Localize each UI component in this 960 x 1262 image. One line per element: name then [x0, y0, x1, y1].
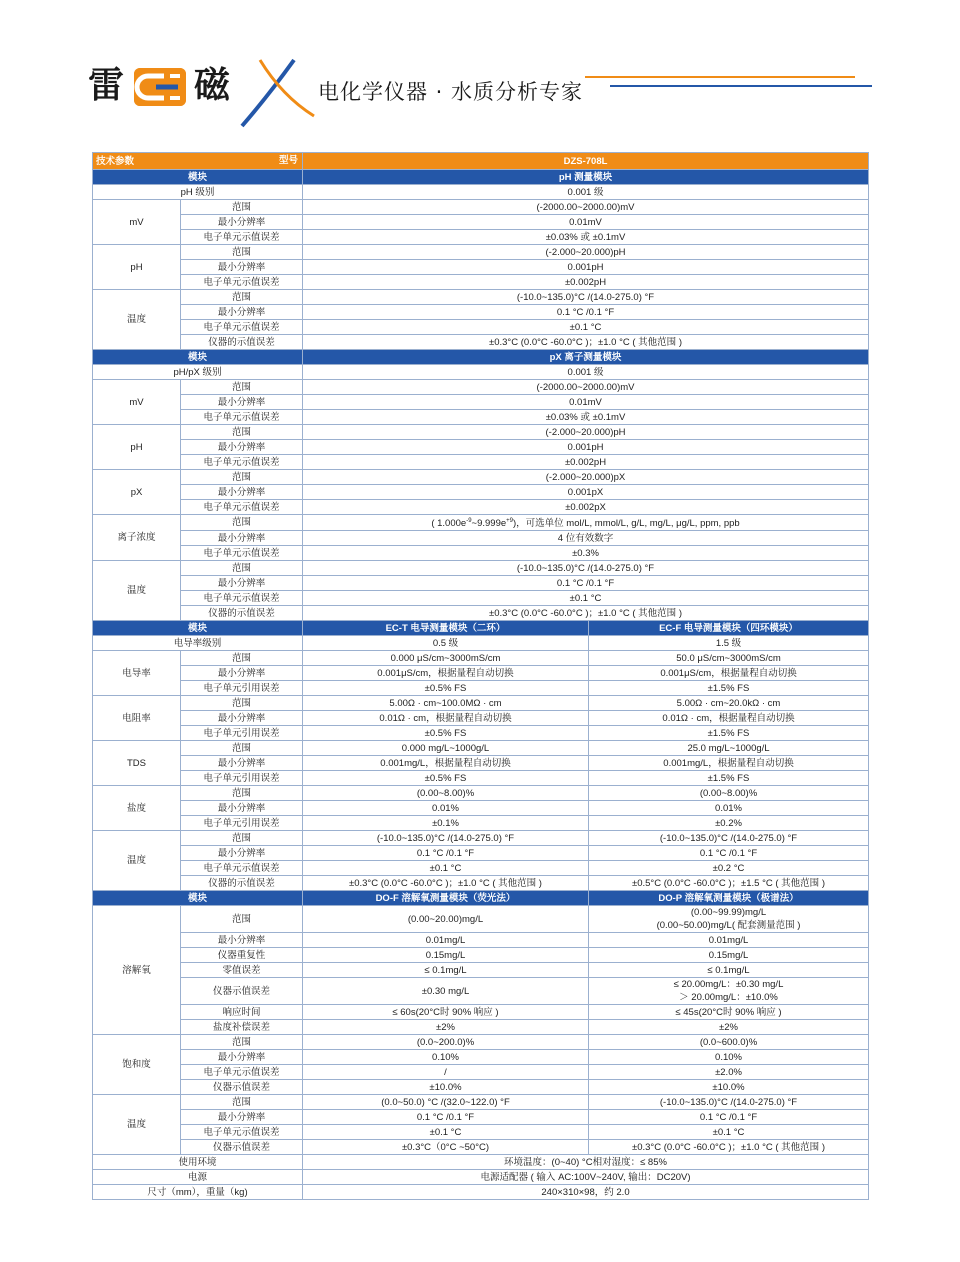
param-value: (-2000.00~2000.00)mV: [303, 380, 869, 395]
sub-label: 最小分辨率: [181, 1050, 303, 1065]
sub-label: 电子单元示值误差: [181, 591, 303, 606]
param-value: ±0.03% 或 ±0.1mV: [303, 410, 869, 425]
sub-label: 最小分辨率: [181, 485, 303, 500]
ion-range-sup: +9: [506, 518, 513, 524]
ion-range-part: )，可选单位 mol/L, mmol/L, g/L, mg/L, μg/L, ppm, ppb: [513, 518, 740, 530]
group-label: 饱和度: [93, 1035, 181, 1095]
sub-label: 范围: [181, 831, 303, 846]
sub-label: 范围: [181, 1095, 303, 1110]
param-value: ±0.002pH: [303, 275, 869, 290]
ion-range-value: [303, 515, 869, 531]
param-value: ±0.03% 或 ±0.1mV: [303, 230, 869, 245]
sub-label: 电子单元示值误差: [181, 455, 303, 470]
group-label: mV: [93, 380, 181, 425]
param-value: ≤ 0.1mg/L: [303, 963, 589, 978]
brand-char-left: 雷: [88, 65, 125, 106]
param-value: 5.00Ω · cm~20.0kΩ · cm: [589, 696, 869, 711]
param-value: ±0.1 °C: [303, 591, 869, 606]
sub-label: 仪器的示值误差: [181, 606, 303, 621]
group-label: pH: [93, 425, 181, 470]
group-label: 电阻率: [93, 696, 181, 741]
param-value: 0.1 °C /0.1 °F: [303, 576, 869, 591]
param-value: 4 位有效数字: [303, 531, 869, 546]
param-value: 5.00Ω · cm~100.0MΩ · cm: [303, 696, 589, 711]
param-value: 0.01%: [589, 801, 869, 816]
param-value: ≤ 0.1mg/L: [589, 963, 869, 978]
sub-label: 范围: [181, 1035, 303, 1050]
param-value: /: [303, 1065, 589, 1080]
param-value: ±0.5°C (0.0°C -60.0°C )；±1.5 °C ( 其他范围 ): [589, 876, 869, 891]
param-value: 0.001pH: [303, 260, 869, 275]
param-value: (-10.0~135.0)°C /(14.0-275.0) °F: [303, 831, 589, 846]
param-value: 0.001 级: [303, 185, 869, 200]
sub-label: 范围: [181, 651, 303, 666]
sub-label: 范围: [181, 561, 303, 576]
param-value: (-2.000~20.000)pH: [303, 425, 869, 440]
sub-label: 响应时间: [181, 1005, 303, 1020]
sub-label: 最小分辨率: [181, 801, 303, 816]
param-value: ±1.5% FS: [589, 681, 869, 696]
ph-module-title: pH 测量模块: [303, 170, 869, 185]
param-value: ±0.3°C (0.0°C -60.0°C )；±1.0 °C ( 其他范围 ): [303, 606, 869, 621]
sub-label: 盐度补偿误差: [181, 1020, 303, 1035]
param-value: ≤ 45s(20°C时 90% 响应 ): [589, 1005, 869, 1020]
sub-label: 电子单元示值误差: [181, 500, 303, 515]
sub-label: 电子单元示值误差: [181, 230, 303, 245]
model-name: DZS-708L: [303, 153, 869, 170]
header-line-orange: [585, 76, 855, 78]
param-value: 0.01Ω · cm，根据量程自动切换: [589, 711, 869, 726]
sub-label: 电子单元示值误差: [181, 275, 303, 290]
param-value: 0.01%: [303, 801, 589, 816]
param-label: 尺寸（mm），重量（kg): [93, 1185, 303, 1200]
param-value: 0.10%: [303, 1050, 589, 1065]
group-label: TDS: [93, 741, 181, 786]
brand-swoosh-icon: [238, 56, 318, 128]
sub-label: 范围: [181, 741, 303, 756]
param-line: ≤ 20.00mg/L：±0.30 mg/L: [673, 979, 784, 991]
param-value: 0.001mg/L，根据量程自动切换: [589, 756, 869, 771]
param-label: pH/pX 级别: [93, 365, 303, 380]
sub-label: 最小分辨率: [181, 666, 303, 681]
param-value: (-10.0~135.0)°C /(14.0-275.0) °F: [589, 1095, 869, 1110]
param-value: 240×310×98，约 2.0: [303, 1185, 869, 1200]
sub-label: 仪器的示值误差: [181, 876, 303, 891]
param-value: (-2.000~20.000)pX: [303, 470, 869, 485]
param-value: ±0.2%: [589, 816, 869, 831]
param-value: 0.1 °C /0.1 °F: [303, 1110, 589, 1125]
sub-label: 范围: [181, 425, 303, 440]
sub-label: 范围: [181, 906, 303, 933]
param-value: 0.001μS/cm，根据量程自动切换: [589, 666, 869, 681]
sub-label: 最小分辨率: [181, 440, 303, 455]
param-value: ±0.3°C（0°C ~50°C): [303, 1140, 589, 1155]
module-label: 模块: [93, 170, 303, 185]
param-value: ±0.1%: [303, 816, 589, 831]
param-value: 0.15mg/L: [589, 948, 869, 963]
param-value: 0.01Ω · cm，根据量程自动切换: [303, 711, 589, 726]
param-line: (0.00~50.00)mg/L( 配套测量范围 ): [656, 920, 801, 932]
param-value: 0.01mg/L: [589, 933, 869, 948]
param-value-multiline: [589, 978, 869, 1005]
param-value: 50.0 μS/cm~3000mS/cm: [589, 651, 869, 666]
do-f-module-title: DO-F 溶解氧测量模块（荧光法）: [303, 891, 589, 906]
sub-label: 范围: [181, 786, 303, 801]
sub-label: 最小分辨率: [181, 933, 303, 948]
param-line: (0.00~99.99)mg/L: [690, 907, 767, 919]
group-label: pH: [93, 245, 181, 290]
sub-label: 最小分辨率: [181, 846, 303, 861]
param-value: 0.1 °C /0.1 °F: [589, 846, 869, 861]
sub-label: 最小分辨率: [181, 711, 303, 726]
sub-label: 电子单元示值误差: [181, 546, 303, 561]
param-value: (-10.0~135.0)°C /(14.0-275.0) °F: [303, 290, 869, 305]
param-value: 0.01mV: [303, 395, 869, 410]
ec-f-module-title: EC-F 电导测量模块（四环模块）: [589, 621, 869, 636]
ion-range-sup: -9: [466, 518, 472, 524]
table-header-row: [93, 153, 869, 170]
sub-label: 零值误差: [181, 963, 303, 978]
param-value: (-10.0~135.0)°C /(14.0-275.0) °F: [589, 831, 869, 846]
ion-range-part: ( 1.000e: [431, 518, 467, 530]
header-line-blue: [610, 85, 872, 87]
ec-t-module-title: EC-T 电导测量模块（二环）: [303, 621, 589, 636]
sub-label: 最小分辨率: [181, 260, 303, 275]
group-label: 温度: [93, 831, 181, 891]
param-value: 0.001 级: [303, 365, 869, 380]
param-value: ±0.3°C (0.0°C -60.0°C )；±1.0 °C ( 其他范围 ): [589, 1140, 869, 1155]
group-label: 电导率: [93, 651, 181, 696]
corner-tech-label: 技术参数: [96, 156, 135, 167]
sub-label: 仪器重复性: [181, 948, 303, 963]
param-value: 0.000 μS/cm~3000mS/cm: [303, 651, 589, 666]
sub-label: 仪器示值误差: [181, 1080, 303, 1095]
spec-table: [92, 152, 869, 1200]
param-label: 使用环境: [93, 1155, 303, 1170]
param-value: 0.15mg/L: [303, 948, 589, 963]
param-value: (0.00~8.00)%: [303, 786, 589, 801]
corner-model-label: 型号: [278, 155, 298, 166]
sub-label: 范围: [181, 470, 303, 485]
sub-label: 最小分辨率: [181, 756, 303, 771]
group-label: 盐度: [93, 786, 181, 831]
param-value: ±0.5% FS: [303, 726, 589, 741]
param-value: ±0.3%: [303, 546, 869, 561]
param-value: 0.001pX: [303, 485, 869, 500]
module-label: 模块: [93, 621, 303, 636]
param-value: ±0.002pX: [303, 500, 869, 515]
param-value: 0.001μS/cm，根据量程自动切换: [303, 666, 589, 681]
page-header: [0, 0, 960, 140]
param-value-multiline: [589, 906, 869, 933]
sub-label: 最小分辨率: [181, 305, 303, 320]
brand-logo-icon: [134, 68, 186, 106]
sub-label: 最小分辨率: [181, 1110, 303, 1125]
param-value: 0.001mg/L，根据量程自动切换: [303, 756, 589, 771]
do-p-module-title: DO-P 溶解氧测量模块（极谱法）: [589, 891, 869, 906]
sub-label: 电子单元示值误差: [181, 861, 303, 876]
param-label: 电导率级别: [93, 636, 303, 651]
param-value: ±0.5% FS: [303, 771, 589, 786]
param-value: (0.0~600.0)%: [589, 1035, 869, 1050]
param-value: 0.5 级: [303, 636, 589, 651]
sub-label: 仪器的示值误差: [181, 335, 303, 350]
group-label: pX: [93, 470, 181, 515]
sub-label: 电子单元示值误差: [181, 1065, 303, 1080]
sub-label: 电子单元引用误差: [181, 771, 303, 786]
param-value: (0.00~8.00)%: [589, 786, 869, 801]
param-value: ±10.0%: [589, 1080, 869, 1095]
param-value: 0.01mg/L: [303, 933, 589, 948]
param-value: ±1.5% FS: [589, 771, 869, 786]
param-value: 0.000 mg/L~1000g/L: [303, 741, 589, 756]
group-label: 温度: [93, 1095, 181, 1155]
param-label: 电源: [93, 1170, 303, 1185]
sub-label: 电子单元引用误差: [181, 726, 303, 741]
param-value: ±0.1 °C: [589, 1125, 869, 1140]
slogan: 电化学仪器 · 水质分析专家: [318, 80, 584, 104]
param-value: 0.1 °C /0.1 °F: [303, 305, 869, 320]
param-value: ±0.2 °C: [589, 861, 869, 876]
param-value: (0.00~20.00)mg/L: [303, 906, 589, 933]
module-label: 模块: [93, 350, 303, 365]
sub-label: 范围: [181, 696, 303, 711]
param-value: ±0.3°C (0.0°C -60.0°C )；±1.0 °C ( 其他范围 ): [303, 335, 869, 350]
sub-label: 范围: [181, 290, 303, 305]
group-label: 温度: [93, 561, 181, 621]
sub-label: 最小分辨率: [181, 576, 303, 591]
param-value: 0.01mV: [303, 215, 869, 230]
param-value: 0.1 °C /0.1 °F: [589, 1110, 869, 1125]
sub-label: 最小分辨率: [181, 395, 303, 410]
param-value: 电源适配器 ( 输入 AC:100V~240V, 输出：DC20V): [303, 1170, 869, 1185]
sub-label: 电子单元引用误差: [181, 681, 303, 696]
param-value: (0.0~200.0)%: [303, 1035, 589, 1050]
param-value: ±0.30 mg/L: [303, 978, 589, 1005]
param-value: ±2%: [589, 1020, 869, 1035]
sub-label: 电子单元示值误差: [181, 1125, 303, 1140]
brand-char-right: 磁: [194, 65, 231, 106]
group-label: 离子浓度: [93, 515, 181, 561]
param-value: ±0.1 °C: [303, 861, 589, 876]
param-value: ≤ 60s(20°C时 90% 响应 ): [303, 1005, 589, 1020]
sub-label: 电子单元引用误差: [181, 816, 303, 831]
param-line: ＞ 20.00mg/L：±10.0%: [679, 992, 778, 1004]
param-value: 0.10%: [589, 1050, 869, 1065]
group-label: mV: [93, 200, 181, 245]
sub-label: 电子单元示值误差: [181, 410, 303, 425]
param-value: ±0.5% FS: [303, 681, 589, 696]
param-value: ±0.1 °C: [303, 320, 869, 335]
param-value: 1.5 级: [589, 636, 869, 651]
sub-label: 仪器示值误差: [181, 1140, 303, 1155]
param-value: ±2%: [303, 1020, 589, 1035]
group-label: 溶解氧: [93, 906, 181, 1035]
sub-label: 电子单元示值误差: [181, 320, 303, 335]
sub-label: 范围: [181, 380, 303, 395]
sub-label: 最小分辨率: [181, 215, 303, 230]
param-value: ±0.002pH: [303, 455, 869, 470]
param-value: 0.1 °C /0.1 °F: [303, 846, 589, 861]
param-value: ±1.5% FS: [589, 726, 869, 741]
param-value: ±10.0%: [303, 1080, 589, 1095]
param-value: (0.0~50.0) °C /(32.0~122.0) °F: [303, 1095, 589, 1110]
sub-label: 最小分辨率: [181, 531, 303, 546]
param-value: 环境温度：(0~40) °C相对湿度：≤ 85%: [303, 1155, 869, 1170]
param-value: ±0.3°C (0.0°C -60.0°C )；±1.0 °C ( 其他范围 ): [303, 876, 589, 891]
param-value: (-10.0~135.0)°C /(14.0-275.0) °F: [303, 561, 869, 576]
group-label: 温度: [93, 290, 181, 350]
ion-range-part: ~9.999e: [471, 518, 507, 530]
sub-label: 范围: [181, 245, 303, 260]
param-value: ±0.1 °C: [303, 1125, 589, 1140]
param-value: 25.0 mg/L~1000g/L: [589, 741, 869, 756]
param-value: (-2.000~20.000)pH: [303, 245, 869, 260]
px-module-title: pX 离子测量模块: [303, 350, 869, 365]
module-label: 模块: [93, 891, 303, 906]
sub-label: 范围: [181, 200, 303, 215]
param-label: pH 级别: [93, 185, 303, 200]
param-value: 0.001pH: [303, 440, 869, 455]
corner-cell: [93, 153, 303, 170]
sub-label: 范围: [181, 515, 303, 531]
param-value: (-2000.00~2000.00)mV: [303, 200, 869, 215]
param-value: ±2.0%: [589, 1065, 869, 1080]
sub-label: 仪器示值误差: [181, 978, 303, 1005]
